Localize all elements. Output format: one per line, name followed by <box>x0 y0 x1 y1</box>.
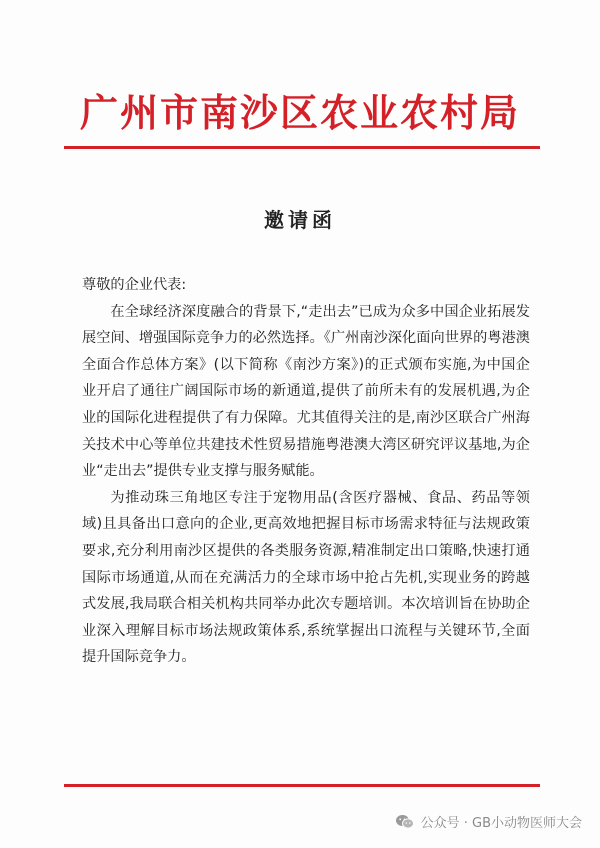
paragraph-training-purpose: 为推动珠三角地区专注于宠物用品(含医疗器械、食品、药品等领域)且具备出口意向的企业,更高效地把握目标市场需求特征与法规政策要求,充分利用南沙区提供的各类服务资源,精准制定出口策略,快速打通国际市场通道,从而在充满活力的全球市场中抢占先机,实现业务的跨越式发展,我局联合相关机构共同举办此次专题培训。本次培训旨在协助企业深入理解目标市场法规政策体系,系统掌握出口流程与关键环节,全面提升国际竞争力。 <box>82 489 530 666</box>
agency-letterhead-title: 广州市南沙区农业农村局 <box>79 90 520 135</box>
wechat-watermark <box>395 812 582 831</box>
watermark-text: 公众号 · GB小动物医师大会 <box>420 816 582 831</box>
paragraph-background: 在全球经济深度融合的背景下,“走出去”已成为众多中国企业拓展发展空间、增强国际竞争力的必然选择。《广州南沙深化面向世界的粤港澳全面合作总体方案》(以下简称《南沙方案》)的正式颁布实施,为中国企业开启了通往广阔国际市场的新通道,提供了前所未有的发展机遇,为企业的国际化进程提供了有力保障。尤其值得关注的是,南沙区联合广州海关技术中心等单位共建技术性贸易措施粤港澳大湾区研究评议基地,为企业“走出去”提供专业支撑与服务赋能。 <box>82 303 530 480</box>
letterhead-divider <box>64 146 540 149</box>
letter-body <box>82 272 530 671</box>
letter-title: 邀请函 <box>264 208 336 232</box>
wechat-icon <box>395 814 415 830</box>
salutation: 尊敬的企业代表: <box>82 277 187 293</box>
footer-divider <box>64 784 540 787</box>
